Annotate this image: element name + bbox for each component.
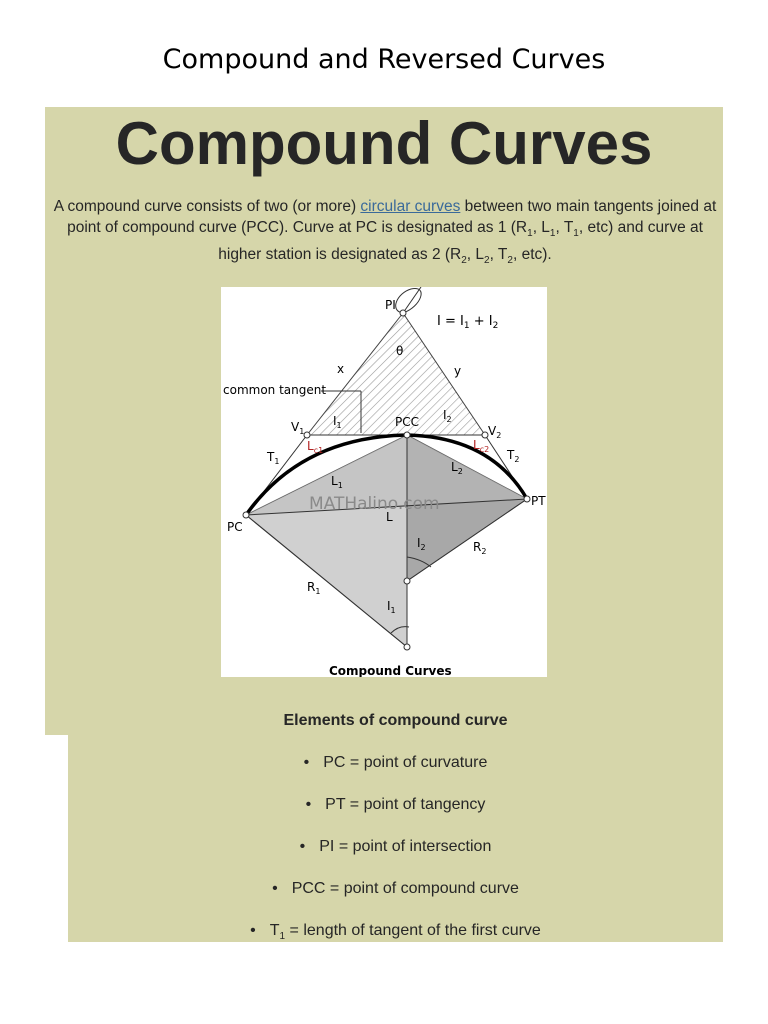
label-t2: $T_2$: [507, 448, 520, 464]
label-theta: θ: [396, 344, 404, 358]
subscript: 1: [527, 228, 533, 240]
list-item-text: = length of tangent of the first curve: [285, 922, 541, 939]
label-pi: PI: [385, 298, 396, 312]
compound-curve-figure: [221, 287, 547, 677]
label-x: x: [337, 362, 345, 376]
list-item-text: T: [269, 922, 280, 939]
label-r1: $R_1$: [307, 580, 321, 596]
intro-text: , L: [532, 219, 550, 236]
label-l1: $L_1$: [331, 474, 343, 490]
section-heading: Compound Curves: [115, 110, 653, 177]
point-pc: [243, 512, 249, 518]
intro-text: , L: [466, 246, 485, 264]
elements-heading: Elements of compound curve: [283, 712, 508, 729]
subscript: 2: [461, 255, 467, 267]
label-t1: $T_1$: [267, 450, 280, 466]
list-item: • PCC = point of compound curve: [68, 871, 723, 913]
intro-text: , T: [489, 246, 508, 264]
intro-text: , etc).: [512, 246, 552, 264]
subscript: 1: [279, 931, 286, 943]
compound-curve-diagram: [221, 287, 547, 677]
point-pt: [524, 496, 530, 502]
elements-list: [68, 745, 723, 955]
subscript: 1: [573, 228, 579, 240]
label-formula: $I = I_1 + I_2$: [437, 314, 499, 331]
intro-text: A compound curve consists of two (or more): [53, 198, 361, 215]
label-center-i2: $I_2$: [417, 536, 426, 552]
list-item: • PC = point of curvature: [68, 745, 723, 787]
label-l2: $L_2$: [451, 460, 463, 476]
label-pcc: PCC: [395, 415, 419, 429]
label-l: L: [386, 510, 393, 524]
point-pcc: [404, 432, 410, 438]
label-v1: $V_1$: [291, 420, 305, 436]
label-r2: $R_2$: [473, 540, 487, 556]
label-lc1: $L_{c1}$: [307, 439, 324, 455]
subscript: 2: [484, 255, 490, 267]
point-pi: [400, 310, 406, 316]
intro-text: , T: [555, 219, 574, 236]
list-item: • PT = point of tangency: [68, 787, 723, 829]
figure-caption: Compound Curves: [329, 664, 452, 677]
label-pt: PT: [531, 494, 546, 508]
intro-paragraph: [45, 196, 725, 271]
list-item: • PI = point of intersection: [68, 829, 723, 871]
label-lc2: $L_{c2}$: [473, 438, 490, 454]
subscript: 1: [549, 228, 556, 240]
circular-curves-link[interactable]: circular curves: [360, 198, 461, 215]
label-i2: $I_2$: [443, 408, 452, 424]
label-i1: $I_1$: [333, 414, 342, 430]
intro-text: , etc) and curve at higher station is designated as 2 (R: [218, 219, 703, 264]
label-common-tangent: common tangent: [223, 383, 327, 397]
subscript: 2: [507, 255, 513, 267]
label-pc: PC: [227, 520, 243, 534]
label-watermark: MATHalino.com: [309, 494, 440, 514]
label-v2: $V_2$: [488, 424, 502, 440]
label-y: y: [454, 364, 462, 378]
page-title: Compound and Reversed Curves: [162, 44, 606, 75]
intro-text: between two main tangents joined at point of compound curve (PCC). Curve at PC is designated as 1 (R: [67, 198, 717, 236]
point-v1: [304, 432, 310, 438]
point-center-2: [404, 578, 410, 584]
label-center-i1: $I_1$: [387, 599, 396, 615]
point-center-1: [404, 644, 410, 650]
list-item: [68, 913, 723, 955]
